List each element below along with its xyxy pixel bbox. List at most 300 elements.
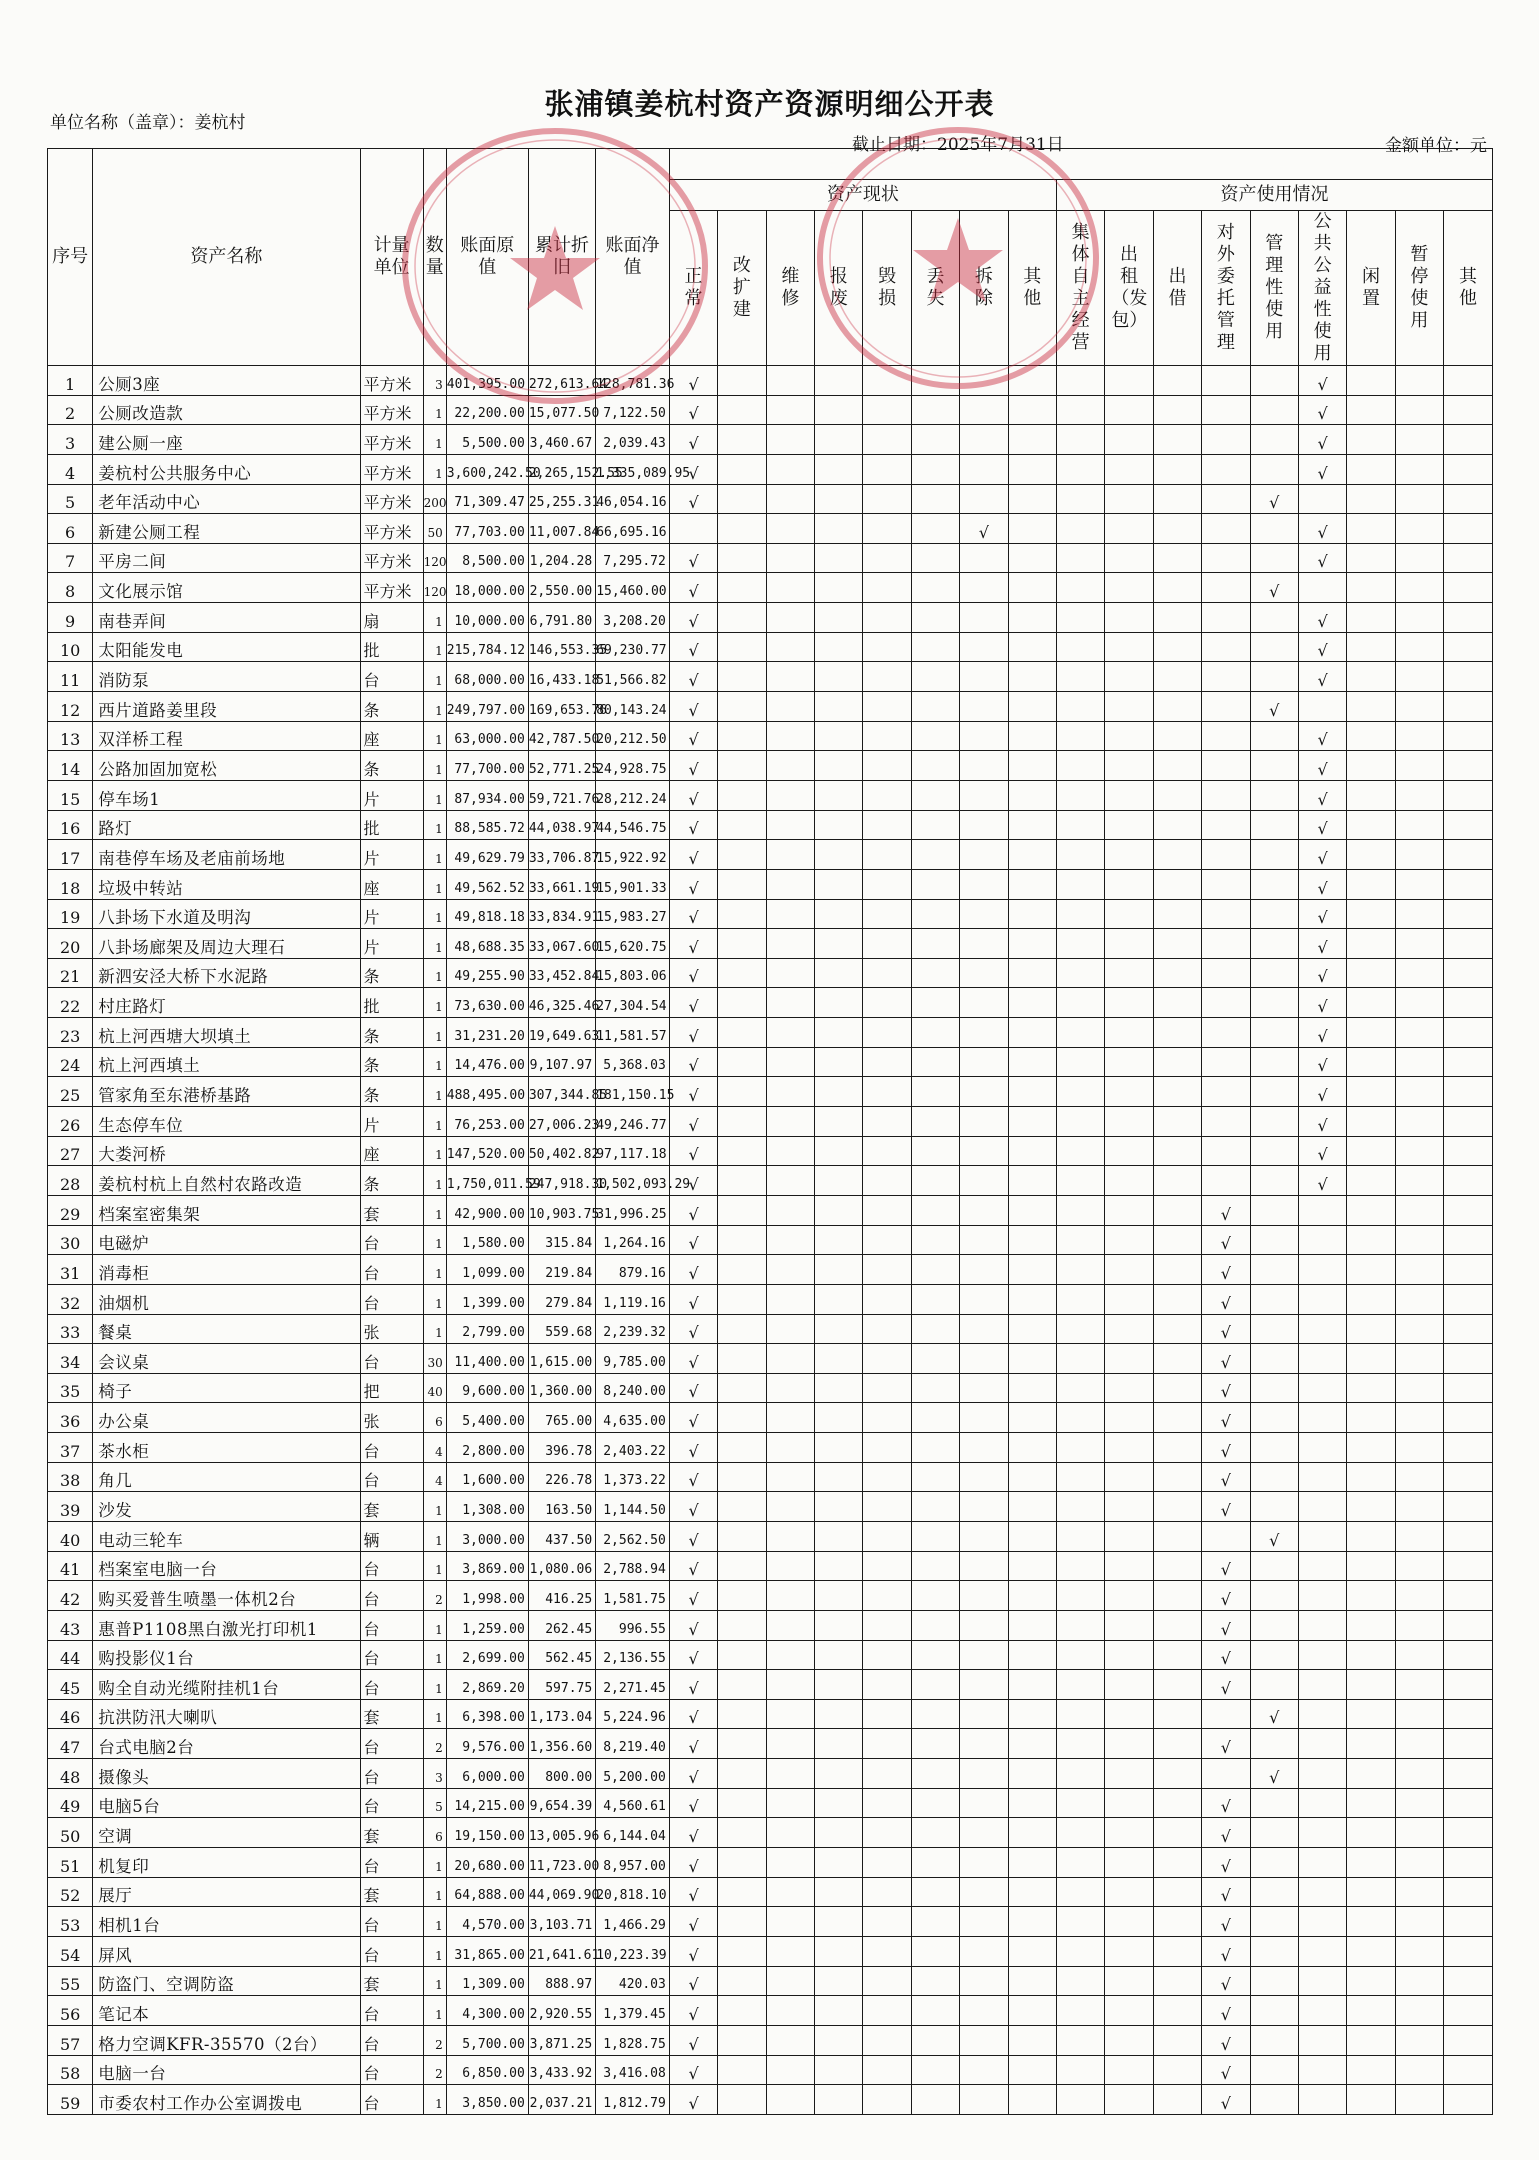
status-cell	[863, 454, 911, 484]
status-cell	[815, 1314, 863, 1344]
status-cell	[1008, 1907, 1056, 1937]
status-cell	[911, 1610, 959, 1640]
usage-cell	[1298, 1759, 1346, 1789]
row-net-value: 3,416.08	[596, 2055, 670, 2085]
usage-cell	[1202, 929, 1250, 959]
usage-cell	[1105, 2025, 1153, 2055]
row-asset-name: 姜杭村杭上自然村农路改造	[93, 1166, 360, 1196]
status-cell	[766, 751, 814, 781]
usage-cell	[1056, 514, 1104, 544]
status-cell	[1008, 1018, 1056, 1048]
usage-cell	[1395, 1047, 1443, 1077]
usage-check-mark: √	[1202, 1966, 1250, 1996]
usage-check-mark: √	[1298, 869, 1346, 899]
usage-cell	[1105, 1462, 1153, 1492]
status-cell	[815, 1195, 863, 1225]
usage-cell	[1202, 1018, 1250, 1048]
row-original-value: 3,850.00	[446, 2085, 528, 2115]
status-cell	[1008, 1966, 1056, 1996]
usage-cell	[1056, 454, 1104, 484]
status-cell	[911, 454, 959, 484]
row-accum-depreciation: 888.97	[528, 1966, 595, 1996]
status-cell	[766, 1284, 814, 1314]
status-cell	[911, 662, 959, 692]
usage-check-mark: √	[1202, 1403, 1250, 1433]
usage-cell	[1105, 1521, 1153, 1551]
usage-cell	[1056, 810, 1104, 840]
status-cell	[718, 1284, 766, 1314]
status-cell	[911, 1225, 959, 1255]
usage-cell	[1105, 514, 1153, 544]
usage-cell	[1202, 514, 1250, 544]
usage-cell	[1444, 1788, 1493, 1818]
row-unit: 台	[360, 1284, 423, 1314]
usage-cell	[1298, 1462, 1346, 1492]
usage-cell	[1444, 751, 1493, 781]
status-cell	[1008, 2055, 1056, 2085]
row-original-value: 401,395.00	[446, 366, 528, 396]
status-cell	[766, 988, 814, 1018]
row-accum-depreciation: 15,077.50	[528, 395, 595, 425]
usage-cell	[1250, 454, 1298, 484]
status-cell	[960, 1848, 1008, 1878]
usage-cell	[1250, 1107, 1298, 1137]
status-check-mark: √	[669, 1047, 717, 1077]
usage-cell	[1202, 662, 1250, 692]
row-original-value: 5,400.00	[446, 1403, 528, 1433]
usage-cell	[1202, 603, 1250, 633]
row-seq: 56	[48, 1996, 93, 2026]
row-net-value: 15,901.33	[596, 869, 670, 899]
usage-cell	[1153, 543, 1201, 573]
usage-check-mark: √	[1298, 454, 1346, 484]
status-cell	[718, 1699, 766, 1729]
row-original-value: 87,934.00	[446, 780, 528, 810]
row-asset-name: 新泗安泾大桥下水泥路	[93, 958, 360, 988]
status-cell	[815, 780, 863, 810]
usage-cell	[1395, 662, 1443, 692]
table-row	[48, 395, 1493, 425]
row-accum-depreciation: 2,037.21	[528, 2085, 595, 2115]
usage-cell	[1056, 484, 1104, 514]
row-original-value: 14,476.00	[446, 1047, 528, 1077]
header-status-damaged: 毁损	[863, 211, 911, 366]
row-seq: 42	[48, 1581, 93, 1611]
status-cell	[1008, 780, 1056, 810]
row-accum-depreciation: 1,360.00	[528, 1373, 595, 1403]
status-cell	[718, 751, 766, 781]
status-cell	[815, 514, 863, 544]
table-row	[48, 514, 1493, 544]
table-row	[48, 1729, 1493, 1759]
row-seq: 22	[48, 988, 93, 1018]
row-accum-depreciation: 562.45	[528, 1640, 595, 1670]
status-check-mark: √	[669, 1403, 717, 1433]
row-seq: 36	[48, 1403, 93, 1433]
row-original-value: 20,680.00	[446, 1848, 528, 1878]
status-cell	[911, 1373, 959, 1403]
row-unit: 片	[360, 929, 423, 959]
status-cell	[718, 1818, 766, 1848]
row-original-value: 4,570.00	[446, 1907, 528, 1937]
status-cell	[960, 1314, 1008, 1344]
status-cell	[815, 1581, 863, 1611]
row-seq: 26	[48, 1107, 93, 1137]
status-cell	[766, 1877, 814, 1907]
usage-cell	[1056, 573, 1104, 603]
usage-cell	[1105, 1996, 1153, 2026]
status-cell	[960, 1047, 1008, 1077]
usage-check-mark: √	[1202, 1640, 1250, 1670]
status-cell	[815, 1877, 863, 1907]
row-accum-depreciation: 44,069.90	[528, 1877, 595, 1907]
row-net-value: 15,460.00	[596, 573, 670, 603]
usage-cell	[1105, 692, 1153, 722]
usage-cell	[1105, 573, 1153, 603]
status-cell	[718, 1670, 766, 1700]
row-net-value: 2,136.55	[596, 1640, 670, 1670]
row-asset-name: 笔记本	[93, 1996, 360, 2026]
row-accum-depreciation: 262.45	[528, 1610, 595, 1640]
row-seq: 30	[48, 1225, 93, 1255]
status-check-mark: √	[669, 1699, 717, 1729]
table-row	[48, 1225, 1493, 1255]
usage-cell	[1153, 573, 1201, 603]
row-original-value: 8,500.00	[446, 543, 528, 573]
usage-cell	[1298, 573, 1346, 603]
status-cell	[863, 1729, 911, 1759]
status-check-mark: √	[669, 2085, 717, 2115]
row-asset-name: 消防泵	[93, 662, 360, 692]
table-row	[48, 1492, 1493, 1522]
row-quantity: 120	[423, 543, 446, 573]
usage-cell	[1153, 484, 1201, 514]
status-cell	[960, 662, 1008, 692]
usage-cell	[1250, 1433, 1298, 1463]
usage-check-mark: √	[1202, 1877, 1250, 1907]
usage-cell	[1347, 1492, 1395, 1522]
header-unit: 计量单位	[360, 149, 423, 366]
status-cell	[863, 958, 911, 988]
usage-cell	[1395, 484, 1443, 514]
status-cell	[911, 899, 959, 929]
status-cell	[718, 1877, 766, 1907]
status-check-mark: √	[669, 1581, 717, 1611]
usage-cell	[1347, 1195, 1395, 1225]
row-unit: 台	[360, 1610, 423, 1640]
status-cell	[863, 1136, 911, 1166]
row-original-value: 2,869.20	[446, 1670, 528, 1700]
row-accum-depreciation: 597.75	[528, 1670, 595, 1700]
status-check-mark: √	[669, 840, 717, 870]
usage-check-mark: √	[1202, 1195, 1250, 1225]
row-net-value: 9,785.00	[596, 1344, 670, 1374]
status-cell	[911, 810, 959, 840]
usage-cell	[1444, 1018, 1493, 1048]
usage-cell	[1395, 2085, 1443, 2115]
status-cell	[960, 1433, 1008, 1463]
row-seq: 59	[48, 2085, 93, 2115]
usage-cell	[1056, 929, 1104, 959]
usage-cell	[1250, 1047, 1298, 1077]
row-original-value: 1,580.00	[446, 1225, 528, 1255]
status-cell	[766, 2025, 814, 2055]
row-accum-depreciation: 33,452.84	[528, 958, 595, 988]
status-cell	[960, 780, 1008, 810]
status-cell	[960, 988, 1008, 1018]
row-net-value: 7,122.50	[596, 395, 670, 425]
row-original-value: 4,300.00	[446, 1996, 528, 2026]
status-cell	[960, 1018, 1008, 1048]
usage-cell	[1347, 780, 1395, 810]
usage-check-mark: √	[1298, 603, 1346, 633]
status-check-mark: √	[669, 1284, 717, 1314]
status-cell	[815, 1551, 863, 1581]
row-asset-name: 南巷停车场及老庙前场地	[93, 840, 360, 870]
usage-cell	[1347, 425, 1395, 455]
status-cell	[1008, 2085, 1056, 2115]
row-unit: 批	[360, 810, 423, 840]
usage-cell	[1153, 1670, 1201, 1700]
usage-check-mark: √	[1202, 2055, 1250, 2085]
status-cell	[911, 988, 959, 1018]
status-cell	[863, 1403, 911, 1433]
row-asset-name: 生态停车位	[93, 1107, 360, 1137]
usage-cell	[1153, 1788, 1201, 1818]
row-quantity: 3	[423, 1759, 446, 1789]
row-accum-depreciation: 1,356.60	[528, 1729, 595, 1759]
row-unit: 条	[360, 1047, 423, 1077]
usage-cell	[1395, 1551, 1443, 1581]
usage-cell	[1444, 484, 1493, 514]
status-check-mark: √	[669, 1462, 717, 1492]
usage-cell	[1056, 1551, 1104, 1581]
usage-cell	[1250, 2085, 1298, 2115]
status-check-mark: √	[669, 454, 717, 484]
row-unit: 片	[360, 780, 423, 810]
row-seq: 13	[48, 721, 93, 751]
usage-cell	[1347, 1581, 1395, 1611]
usage-cell	[1056, 1907, 1104, 1937]
row-original-value: 6,000.00	[446, 1759, 528, 1789]
status-cell	[718, 1492, 766, 1522]
status-cell	[815, 1018, 863, 1048]
row-quantity: 1	[423, 1255, 446, 1285]
usage-cell	[1444, 958, 1493, 988]
usage-cell	[1153, 1551, 1201, 1581]
table-row	[48, 958, 1493, 988]
status-cell	[863, 1640, 911, 1670]
row-unit: 台	[360, 1551, 423, 1581]
status-cell	[960, 692, 1008, 722]
usage-cell	[1250, 2055, 1298, 2085]
usage-check-mark: √	[1202, 1936, 1250, 1966]
row-original-value: 64,888.00	[446, 1877, 528, 1907]
row-accum-depreciation: 279.84	[528, 1284, 595, 1314]
usage-cell	[1250, 1788, 1298, 1818]
usage-cell	[1347, 2085, 1395, 2115]
usage-check-mark: √	[1202, 1225, 1250, 1255]
usage-cell	[1153, 1729, 1201, 1759]
status-cell	[1008, 751, 1056, 781]
status-cell	[718, 1225, 766, 1255]
usage-cell	[1250, 1284, 1298, 1314]
usage-cell	[1105, 869, 1153, 899]
status-cell	[815, 1107, 863, 1137]
status-cell	[960, 395, 1008, 425]
status-cell	[766, 1759, 814, 1789]
status-check-mark: √	[669, 1551, 717, 1581]
usage-cell	[1347, 692, 1395, 722]
status-cell	[766, 1344, 814, 1374]
usage-cell	[1395, 810, 1443, 840]
row-accum-depreciation: 11,007.84	[528, 514, 595, 544]
row-asset-name: 会议桌	[93, 1344, 360, 1374]
usage-cell	[1395, 1670, 1443, 1700]
status-cell	[1008, 1729, 1056, 1759]
row-seq: 48	[48, 1759, 93, 1789]
usage-cell	[1444, 1848, 1493, 1878]
usage-cell	[1202, 1136, 1250, 1166]
row-accum-depreciation: 559.68	[528, 1314, 595, 1344]
usage-cell	[1153, 632, 1201, 662]
usage-cell	[1250, 1670, 1298, 1700]
status-cell	[911, 2085, 959, 2115]
row-seq: 25	[48, 1077, 93, 1107]
status-cell	[863, 1373, 911, 1403]
status-check-mark: √	[669, 603, 717, 633]
usage-check-mark: √	[1298, 366, 1346, 396]
status-cell	[1008, 1462, 1056, 1492]
header-usage-idle: 闲置	[1347, 211, 1395, 366]
usage-cell	[1444, 1314, 1493, 1344]
table-row	[48, 2055, 1493, 2085]
status-cell	[911, 1729, 959, 1759]
usage-cell	[1056, 1610, 1104, 1640]
row-accum-depreciation: 3,103.71	[528, 1907, 595, 1937]
usage-check-mark: √	[1298, 929, 1346, 959]
usage-cell	[1444, 1581, 1493, 1611]
row-original-value: 3,869.00	[446, 1551, 528, 1581]
status-cell	[911, 1818, 959, 1848]
row-asset-name: 停车场1	[93, 780, 360, 810]
status-cell	[766, 603, 814, 633]
table-row	[48, 1314, 1493, 1344]
row-quantity: 1	[423, 958, 446, 988]
status-cell	[718, 395, 766, 425]
usage-cell	[1444, 1521, 1493, 1551]
status-check-mark: √	[669, 1788, 717, 1818]
row-unit: 平方米	[360, 573, 423, 603]
status-cell	[718, 958, 766, 988]
usage-cell	[1347, 573, 1395, 603]
usage-cell	[1056, 2025, 1104, 2055]
usage-cell	[1298, 1225, 1346, 1255]
status-cell	[766, 2055, 814, 2085]
status-check-mark: √	[669, 1136, 717, 1166]
status-cell	[911, 1848, 959, 1878]
status-cell	[815, 603, 863, 633]
usage-cell	[1395, 1610, 1443, 1640]
usage-cell	[1298, 1433, 1346, 1463]
table-row	[48, 721, 1493, 751]
row-accum-depreciation: 247,918.30	[528, 1166, 595, 1196]
usage-cell	[1444, 1195, 1493, 1225]
usage-cell	[1347, 662, 1395, 692]
usage-cell	[1298, 1255, 1346, 1285]
usage-cell	[1250, 1136, 1298, 1166]
usage-cell	[1347, 1521, 1395, 1551]
usage-cell	[1105, 1225, 1153, 1255]
usage-cell	[1202, 869, 1250, 899]
usage-cell	[1395, 1107, 1443, 1137]
status-cell	[1008, 1521, 1056, 1551]
usage-check-mark: √	[1202, 1848, 1250, 1878]
usage-cell	[1105, 810, 1153, 840]
row-unit: 套	[360, 1699, 423, 1729]
status-check-mark: √	[669, 1018, 717, 1048]
status-cell	[718, 2055, 766, 2085]
usage-cell	[1056, 1047, 1104, 1077]
row-unit: 平方米	[360, 514, 423, 544]
usage-cell	[1202, 751, 1250, 781]
status-cell	[766, 810, 814, 840]
usage-cell	[1056, 1136, 1104, 1166]
row-quantity: 1	[423, 1610, 446, 1640]
row-original-value: 31,865.00	[446, 1936, 528, 1966]
row-asset-name: 档案室电脑一台	[93, 1551, 360, 1581]
status-check-mark: √	[669, 1077, 717, 1107]
status-cell	[718, 662, 766, 692]
row-quantity: 1	[423, 840, 446, 870]
usage-cell	[1298, 1788, 1346, 1818]
row-seq: 53	[48, 1907, 93, 1937]
row-unit: 台	[360, 1936, 423, 1966]
status-cell	[815, 1462, 863, 1492]
status-cell	[1008, 1284, 1056, 1314]
status-cell	[960, 1907, 1008, 1937]
header-status-other: 其他	[1008, 211, 1056, 366]
row-asset-name: 公厕改造款	[93, 395, 360, 425]
status-cell	[766, 395, 814, 425]
unit-name-label: 单位名称（盖章）：姜杭村	[50, 113, 246, 133]
usage-cell	[1395, 1818, 1443, 1848]
status-cell	[718, 1848, 766, 1878]
usage-cell	[1395, 1373, 1443, 1403]
header-accum-depreciation: 累计折旧	[528, 149, 595, 366]
status-cell	[718, 721, 766, 751]
usage-cell	[1347, 603, 1395, 633]
status-cell	[718, 1640, 766, 1670]
header-usage-public-welfare: 公共公益性使用	[1298, 211, 1346, 366]
usage-cell	[1105, 1077, 1153, 1107]
usage-cell	[1298, 1848, 1346, 1878]
row-net-value: 879.16	[596, 1255, 670, 1285]
row-net-value: 3,208.20	[596, 603, 670, 633]
usage-cell	[1250, 662, 1298, 692]
status-cell	[863, 425, 911, 455]
status-cell	[766, 929, 814, 959]
usage-cell	[1347, 1848, 1395, 1878]
status-cell	[815, 1166, 863, 1196]
row-quantity: 1	[423, 2085, 446, 2115]
row-seq: 7	[48, 543, 93, 573]
usage-cell	[1347, 1907, 1395, 1937]
usage-cell	[1153, 1136, 1201, 1166]
usage-cell	[1395, 780, 1443, 810]
usage-cell	[1250, 1818, 1298, 1848]
status-cell	[911, 1136, 959, 1166]
